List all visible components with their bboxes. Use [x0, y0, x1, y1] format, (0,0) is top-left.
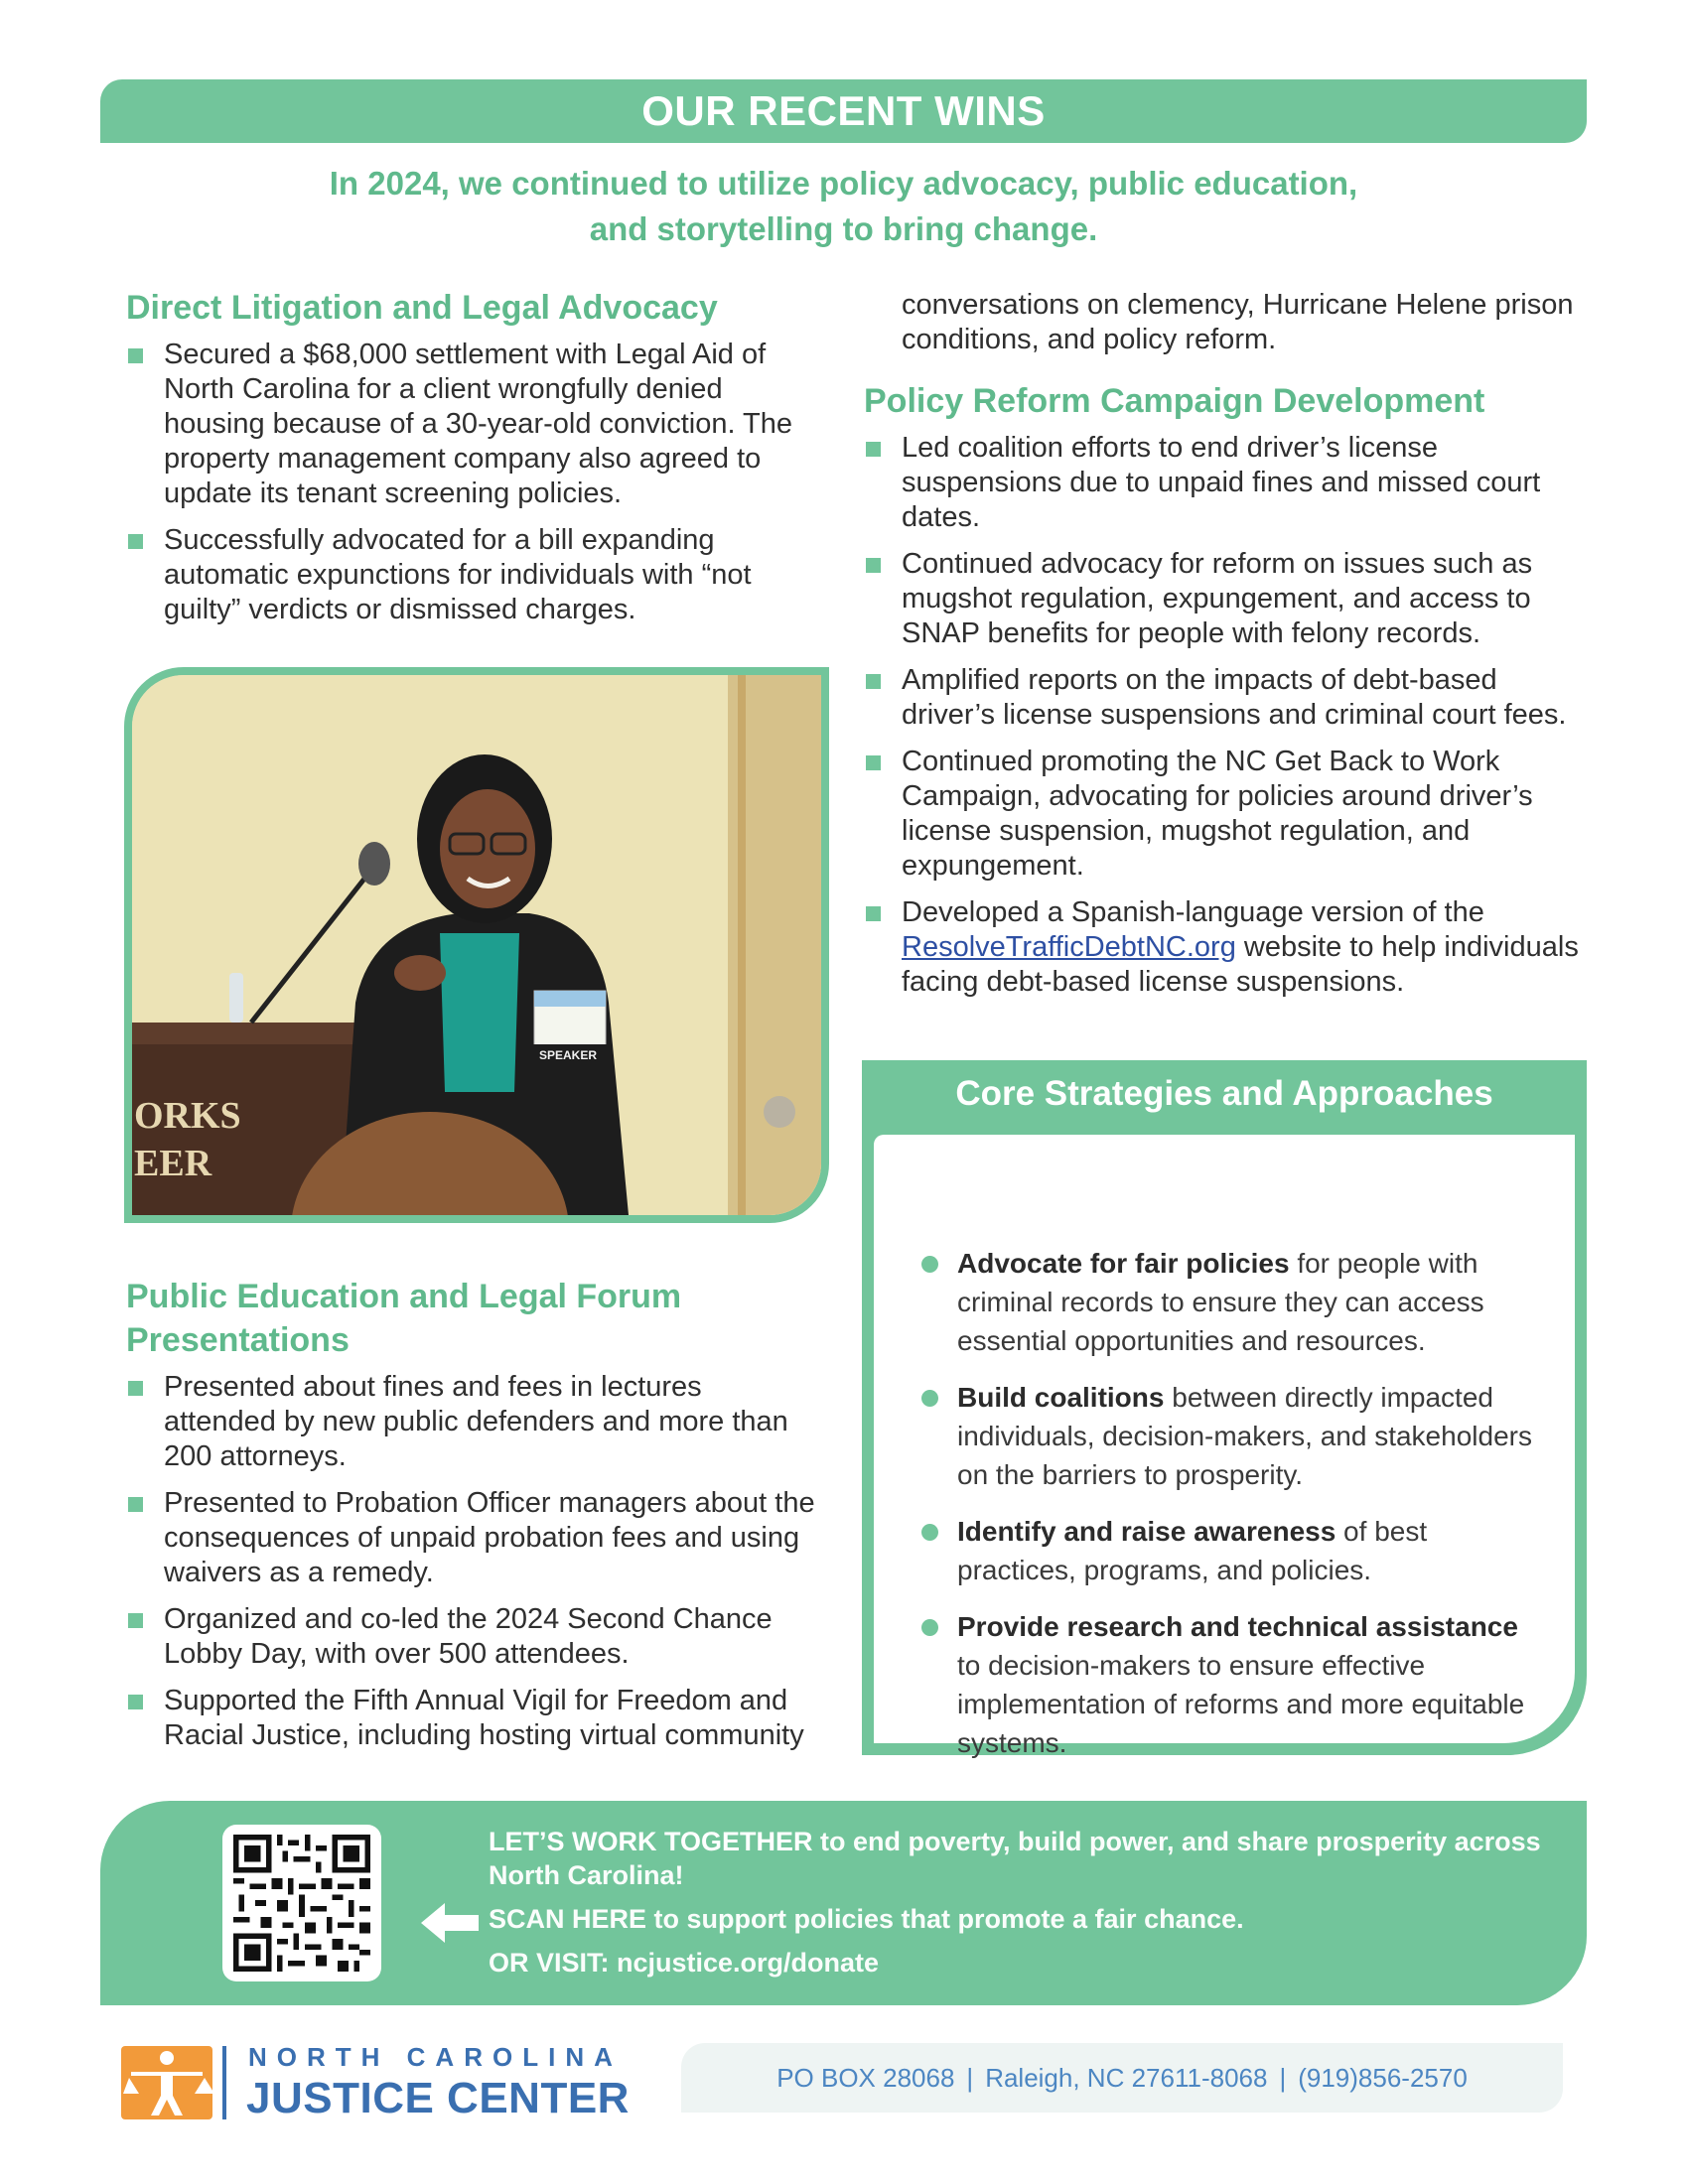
page-title: OUR RECENT WINS	[641, 87, 1046, 134]
public-education-list	[126, 1370, 821, 1753]
scan-text: SCAN HERE to support policies that promote a fair chance.	[489, 1904, 1244, 1934]
public-education-heading: Public Education and Legal Forum Presentations	[126, 1278, 682, 1359]
list-item	[921, 1607, 1537, 1762]
phone-number[interactable]: (919)856-2570	[1298, 2062, 1468, 2093]
separator: |	[1279, 2062, 1287, 2093]
list-item: Led coalition efforts to end driver’s license suspensions due to unpaid fines and missed court dates.	[864, 431, 1579, 535]
core-strategies-list	[921, 1244, 1537, 1780]
list-item: Successfully advocated for a bill expanding automatic expunctions for individuals with “not guilty” verdicts or dismissed charges.	[126, 523, 821, 627]
speaker-badge-text: SPEAKER	[539, 1048, 598, 1062]
cta-line	[489, 1825, 1541, 1892]
strategy-text: of best practices, programs, and policies.	[957, 1516, 1428, 1585]
separator: |	[966, 2062, 974, 2093]
qr-code-icon	[232, 1835, 371, 1972]
list-item	[864, 895, 1579, 1000]
podium-sign-line-2: EER	[134, 1143, 212, 1184]
strategy-bold: Build coalitions	[957, 1382, 1165, 1413]
list-item	[921, 1512, 1537, 1589]
logo-text-top: NORTH CAROLINA	[248, 2042, 623, 2072]
strategy-text: for people with criminal records to ensure they can access essential opportunities and resources.	[957, 1248, 1484, 1356]
core-strategies-panel	[874, 1135, 1575, 1758]
list-item: Amplified reports on the impacts of debt-based driver’s license suspensions and criminal court fees.	[864, 663, 1579, 733]
policy-list	[864, 431, 1579, 1000]
speaker-photo	[124, 667, 829, 1223]
list-item: Continued advocacy for reform on issues such as mugshot regulation, expungement, and access to SNAP benefits for people with felony records.	[864, 547, 1579, 651]
policy-heading: Policy Reform Campaign Development	[864, 382, 1485, 420]
core-strategies-title: Core Strategies and Approaches	[955, 1074, 1493, 1113]
litigation-heading: Direct Litigation and Legal Advocacy	[126, 289, 718, 327]
list-item: Presented to Probation Officer managers about the consequences of unpaid probation fees and using waivers as a remedy.	[126, 1486, 821, 1590]
strategy-bold: Provide research and technical assistance	[957, 1611, 1518, 1642]
strategy-text: to decision-makers to ensure effective implementation of reforms and more equitable systems.	[957, 1650, 1525, 1758]
list-item: Supported the Fifth Annual Vigil for Freedom and Racial Justice, including hosting virtual community	[126, 1684, 821, 1753]
donate-qr-code[interactable]	[222, 1825, 381, 1981]
arrow-left-icon	[421, 1903, 479, 1943]
contact-info-bar	[681, 2043, 1563, 2113]
logo-divider	[222, 2046, 226, 2119]
cta-bold: LET’S WORK TOGETHER	[489, 1827, 813, 1856]
po-box: PO BOX 28068	[776, 2062, 955, 2093]
litigation-section	[126, 286, 821, 639]
public-education-continued: conversations on clemency, Hurricane Helene prison conditions, and policy reform.	[902, 289, 1574, 355]
resolve-traffic-debt-link[interactable]: ResolveTrafficDebtNC.org	[902, 931, 1236, 963]
strategy-bold: Advocate for fair policies	[957, 1248, 1290, 1279]
donate-call-to-action	[489, 1825, 1541, 1989]
podium-sign-line-1: ORKS	[134, 1095, 241, 1137]
city-zip: Raleigh, NC 27611-8068	[985, 2062, 1268, 2093]
public-education-section	[126, 1275, 821, 1753]
strategy-text: between directly impacted individuals, decision-makers, and stakeholders on the barriers to prosperity.	[957, 1382, 1532, 1490]
policy-section	[864, 288, 1579, 1012]
list-item: Continued promoting the NC Get Back to Work Campaign, advocating for policies around driver’s license suspension, mugshot regulation, and expungement.	[864, 745, 1579, 884]
list-item-text: website to help individuals facing debt-based license suspensions.	[902, 931, 1579, 998]
list-item	[921, 1378, 1537, 1494]
speaker-photo-illustration	[132, 675, 821, 1215]
visit-link[interactable]: OR VISIT: ncjustice.org/donate	[489, 1948, 880, 1978]
list-item: Organized and co-led the 2024 Second Chance Lobby Day, with over 500 attendees.	[126, 1602, 821, 1672]
list-item: Presented about fines and fees in lectures attended by new public defenders and more than 200 attorneys.	[126, 1370, 821, 1474]
list-item	[921, 1244, 1537, 1360]
list-item: Secured a $68,000 settlement with Legal Aid of North Carolina for a client wrongfully denied housing because of a 30-year-old conviction. The property management company also agreed to update its tenant screening policies.	[126, 338, 821, 511]
nc-justice-center-logo	[121, 2040, 637, 2124]
subtitle-line-2: and storytelling to bring change.	[589, 210, 1098, 247]
list-item-text: Developed a Spanish-language version of the	[902, 896, 1484, 928]
litigation-list	[126, 338, 821, 627]
logo-text-bottom: JUSTICE CENTER	[246, 2074, 630, 2122]
strategy-bold: Identify and raise awareness	[957, 1516, 1336, 1547]
title-banner	[100, 79, 1587, 143]
subtitle-line-1: In 2024, we continued to utilize policy advocacy, public education,	[329, 165, 1358, 202]
core-strategies-box	[862, 1060, 1587, 1758]
cta-text: to end poverty, build power, and share prosperity across North Carolina!	[489, 1827, 1541, 1890]
justice-figure-icon	[121, 2046, 212, 2119]
page-subtitle	[100, 161, 1587, 252]
